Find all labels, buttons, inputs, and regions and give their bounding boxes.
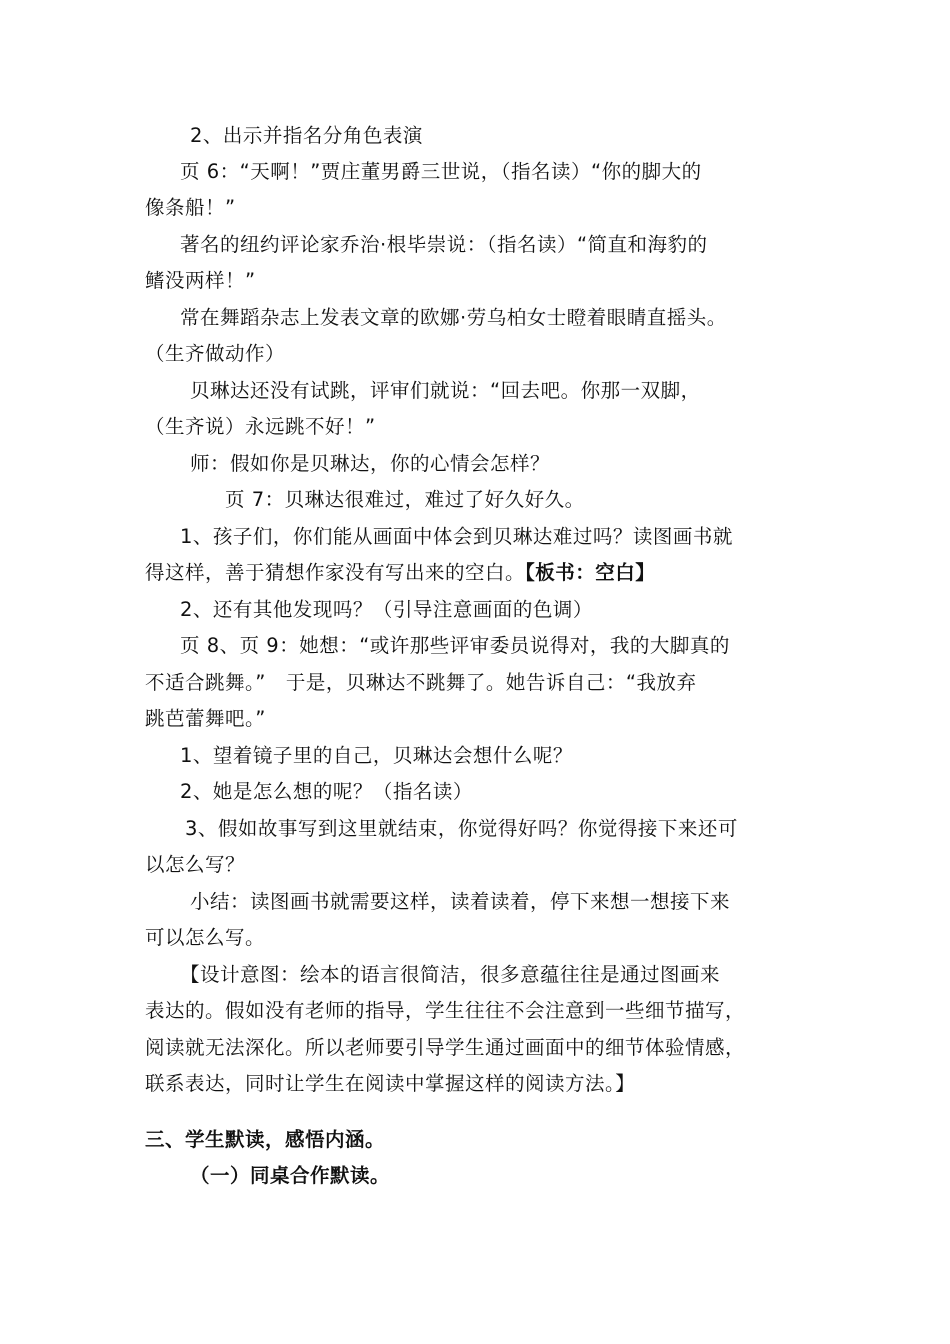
paragraph-line: （生齐说）永远跳不好！” — [145, 415, 376, 438]
paragraph-line: 页 8、页 9：她想：“或许那些评审委员说得对，我的大脚真的 — [180, 634, 730, 657]
paragraph-line: 联系表达，同时让学生在阅读中掌握这样的阅读方法。】 — [145, 1072, 636, 1095]
paragraph-line: 2、她是怎么想的呢？（指名读） — [180, 780, 473, 803]
paragraph-line — [145, 558, 825, 588]
paragraph-line: 著名的纽约评论家乔治·根毕崇说：（指名读）“简直和海豹的 — [180, 233, 708, 256]
blackboard-note: 【板书：空白】 — [525, 561, 656, 584]
paragraph-line: 师：假如你是贝琳达，你的心情会怎样？ — [190, 452, 551, 475]
paragraph-line: 页 6：“天啊！”贾庄董男爵三世说，（指名读）“你的脚大的 — [180, 160, 702, 183]
paragraph-line: 贝琳达还没有试跳，评审们就说：“回去吧。你那一双脚， — [190, 379, 701, 402]
paragraph-line: 可以怎么写。 — [145, 926, 266, 949]
paragraph-line: 以怎么写？ — [145, 853, 246, 876]
paragraph-line: 像条船！” — [145, 196, 236, 219]
paragraph-line: 不适合跳舞。” 于是，贝琳达不跳舞了。她告诉自己：“我放弃 — [145, 671, 697, 694]
paragraph-line: 表达的。假如没有老师的指导，学生往往不会注意到一些细节描写， — [145, 999, 746, 1022]
paragraph-line: 2、还有其他发现吗？（引导注意画面的色调） — [180, 598, 593, 621]
paragraph-line: 2、出示并指名分角色表演 — [190, 124, 423, 147]
subsection-heading: （一）同桌合作默读。 — [190, 1164, 391, 1187]
paragraph-line: 【设计意图：绘本的语言很简洁，很多意蕴往往是通过图画来 — [180, 963, 721, 986]
paragraph-line: 阅读就无法深化。所以老师要引导学生通过画面中的细节体验情感， — [145, 1036, 746, 1059]
paragraph-text: 得这样，善于猜想作家没有写出来的空白。 — [145, 561, 526, 584]
paragraph-line: 常在舞蹈杂志上发表文章的欧娜·劳乌柏女士瞪着眼睛直摇头。 — [180, 306, 727, 329]
paragraph-line: 1、望着镜子里的自己，贝琳达会想什么呢？ — [180, 744, 573, 767]
paragraph-line: 页 7：贝琳达很难过，难过了好久好久。 — [225, 488, 585, 511]
paragraph-line: 跳芭蕾舞吧。” — [145, 707, 266, 730]
paragraph-line: 鳍没两样！” — [145, 269, 256, 292]
paragraph-line: 1、孩子们，你们能从画面中体会到贝琳达难过吗？读图画书就 — [180, 525, 733, 548]
section-heading: 三、学生默读，感悟内涵。 — [145, 1128, 386, 1151]
paragraph-line: （生齐做动作） — [145, 342, 286, 365]
paragraph-line: 3、假如故事写到这里就结束，你觉得好吗？你觉得接下来还可 — [185, 817, 738, 840]
paragraph-line: 小结：读图画书就需要这样，读着读着，停下来想一想接下来 — [190, 890, 731, 913]
